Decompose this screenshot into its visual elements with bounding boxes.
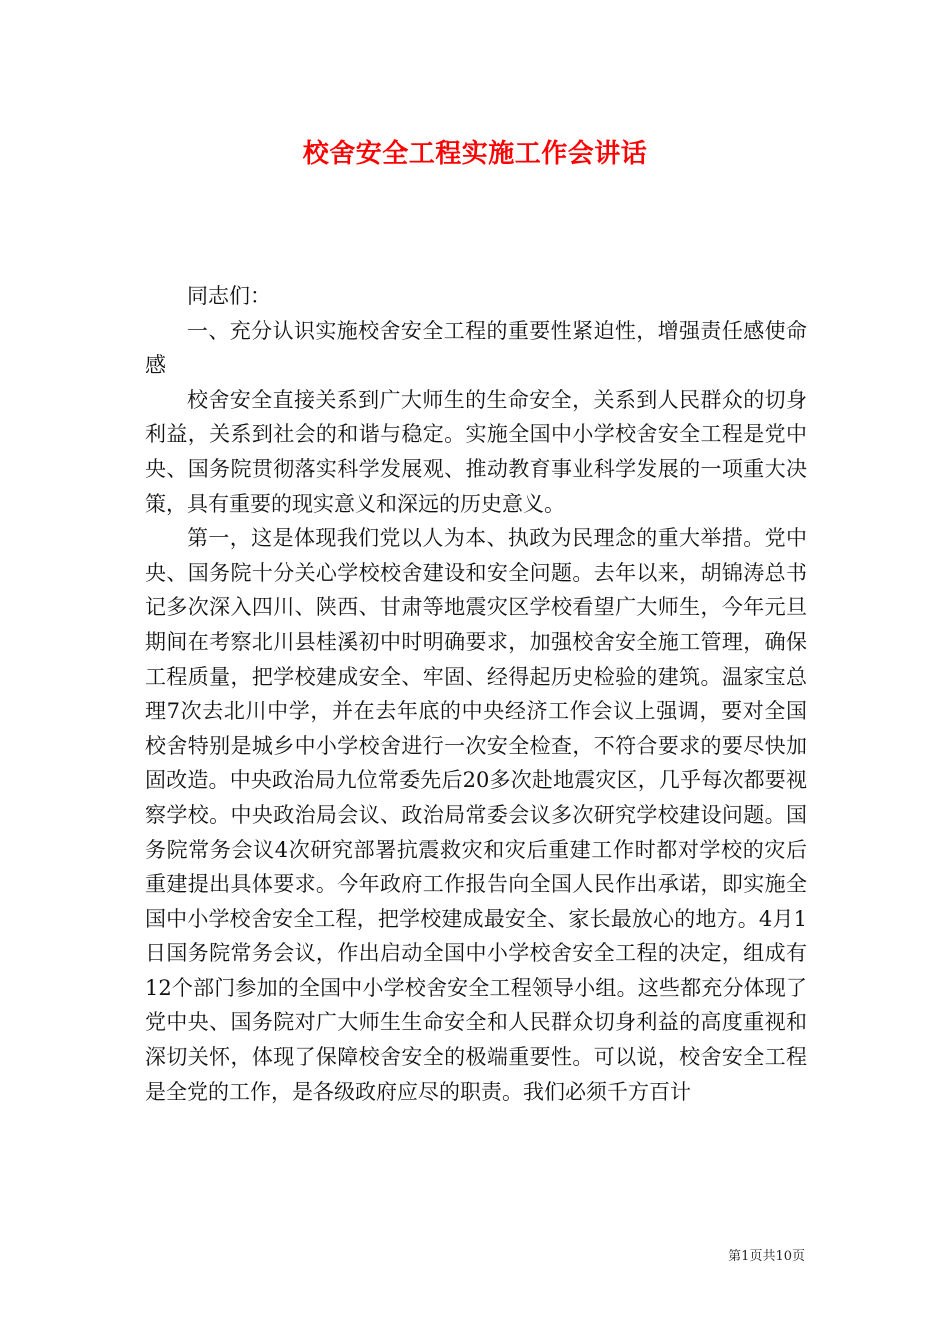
body-paragraph: 校舍安全直接关系到广大师生的生命安全，关系到人民群众的切身利益，关系到社会的和谐与稳定。实施全国中小学校舍安全工程是党中央、国务院贯彻落实科学发展观、推动教育事业科学发展的一项重大决策，具有重要的现实意义和深远的历史意义。 bbox=[145, 387, 807, 516]
body-paragraph: 第一，这是体现我们党以人为本、执政为民理念的重大举措。党中央、国务院十分关心学校校舍建设和安全问题。去年以来，胡锦涛总书记多次深入四川、陕西、甘肃等地震灾区学校看望广大师生，今年元旦期间在考察北川县桂溪初中时明确要求，加强校舍安全施工管理，确保工程质量，把学校建成安全、牢固、经得起历史检验的建筑。温家宝总理7次去北川中学，并在去年底的中央经济工作会议上强调，要对全国校舍特别是城乡中小学校舍进行一次安全检查，不符合要求的要尽快加固改造。中央政治局九位常委先后20多次赴地震灾区，几乎每次都要视察学校。中央政治局会议、政治局常委会议多次研究学校建设问题。国务院常务会议4次研究部署抗震救灾和灾后重建工作时都对学校的灾后重建提出具体要求。今年政府工作报告向全国人民作出承诺，即实施全国中小学校舍安全工程，把学校建成最安全、家长最放心的地方。4月1日国务院常务会议，作出启动全国中小学校舍安全工程的决定，组成有12个部门参加的全国中小学校舍安全工程领导小组。这些都充分体现了党中央、国务院对广大师生生命安全和人民群众切身利益的高度重视和深切关怀，体现了保障校舍安全的极端重要性。可以说，校舍安全工程是全党的工作，是各级政府应尽的职责。我们必须千方百计 bbox=[145, 526, 807, 1104]
document-title: 校舍安全工程实施工作会讲话 bbox=[302, 139, 648, 169]
salutation: 同志们： bbox=[187, 284, 271, 308]
section-heading: 一、充分认识实施校舍安全工程的重要性紧迫性，增强责任感使命感 bbox=[145, 318, 807, 378]
page-number-footer: 第1页共10页 bbox=[728, 1249, 805, 1264]
document-body bbox=[145, 279, 807, 1109]
